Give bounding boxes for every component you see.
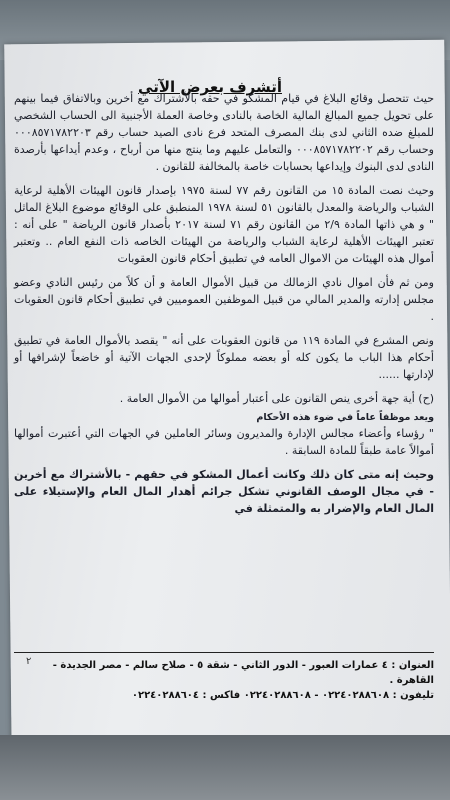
closing-paragraph: وحيث إنه متى كان ذلك وكانت أعمال المشكو في حقهم - بالأشتراك مع أخرين - في مجال الوصف القانوني تشكل جرائم أهدار المال العام والإستيلاء على المال العام والإضرار به والمتمثلة في [14,468,434,515]
page-heading: أتشرف بعرض الآتي [138,78,282,96]
note-label: ويعد موظفاً عاماً في ضوء هذه الأحكام [256,412,434,423]
background-bottom [0,735,450,800]
page-number: ٢ [26,656,32,667]
paragraph-4: ونص المشرع في المادة ١١٩ من قانون العقوبات على أنه " يقصد بالأموال العامة في تطبيق أحكام هذا الباب ما يكون كله أو بعضه مملوكاً لإحدى الجهات الآتية أو خاضعاً لإشرافها أو لإدارتها ...... [14,334,434,381]
list-item-c: (ح) أية جهة أخرى ينص القانون على أعتبار أموالها من الأموال العامة . [119,392,434,405]
footer-phone: تليفون : ٠٢٢٤٠٢٨٨٦٠٨ - ٠٢٢٤٠٢٨٨٦٠٨ فاكس : ٠٢٢٤٠٢٨٨٦٠٤ [131,690,434,701]
paragraph-3: ومن ثم فأن اموال نادي الزمالك من قبيل الأموال العامة و أن كلاً من رئيس النادي وعضو مجلس إدارته والمدير المالي من قبيل الموظفين العموميين في تطبيق أحكام قانون العقوبات . [14,276,434,323]
note-text: " رؤساء وأعضاء مجالس الإدارة والمديرون وسائر العاملين في الجهات التي أعتبرت أموالها أموالاً عامة طبقاً للمادة السابقة . [14,427,434,457]
document-body [14,90,434,524]
footer-address: العنوان : ٤ عمارات العبور - الدور الثاني - شقة ٥ - صلاح سالم - مصر الجديدة - القاهرة . [52,660,434,686]
footer [14,658,434,703]
paragraph-2: وحيث نصت المادة ١٥ من القانون رقم ٧٧ لسنة ١٩٧٥ بإصدار قانون الهيئات الأهلية لرعاية الشباب والرياضة والمعدل بالقانون ٥١ لسنة ١٩٧٨ المنطبق على الوقائع موضوع البلاغ الماثل " و هي ذاتها المادة ٢/٩ من القانون رقم ٧١ لسنة ٢٠١٧ بأصدار قانون الرياضة " على أنه : تعتبر الهيئات الأهلية لرعاية الشباب والرياضة من الهيئات الخاصه ذات النفع العام .. وتعتبر أموال هذه الهيئات من الاموال العامه في تطبيق أحكام قانون العقوبات [14,184,435,265]
footer-divider [14,652,434,653]
paragraph-1: حيث تتحصل وقائع البلاغ في قيام المشكو في حقه بالأشتراك مع أخرين وبالاتفاق فيما بينهم على تحويل جميع المبالغ المالية الخاصة بالنادى وخاصة العملة الأجنبية الى الحساب الشخصي للمبلغ ضده الثاني لدى بنك المصرف المتحد فرع نادى الصيد حساب رقم ٠٠٠٨٥٧١٧٨٢٢٠٣ وحساب رقم ٠٠٠٨٥٧١٧٨٢٢٠٢ والتعامل عليهم وما ينتج منها من أرباح ، وعدم أيداعها بأرصدة النادى لدى البنوك وإيداعها بحسابات خاصة بالمخالفة للقانون . [14,92,434,173]
